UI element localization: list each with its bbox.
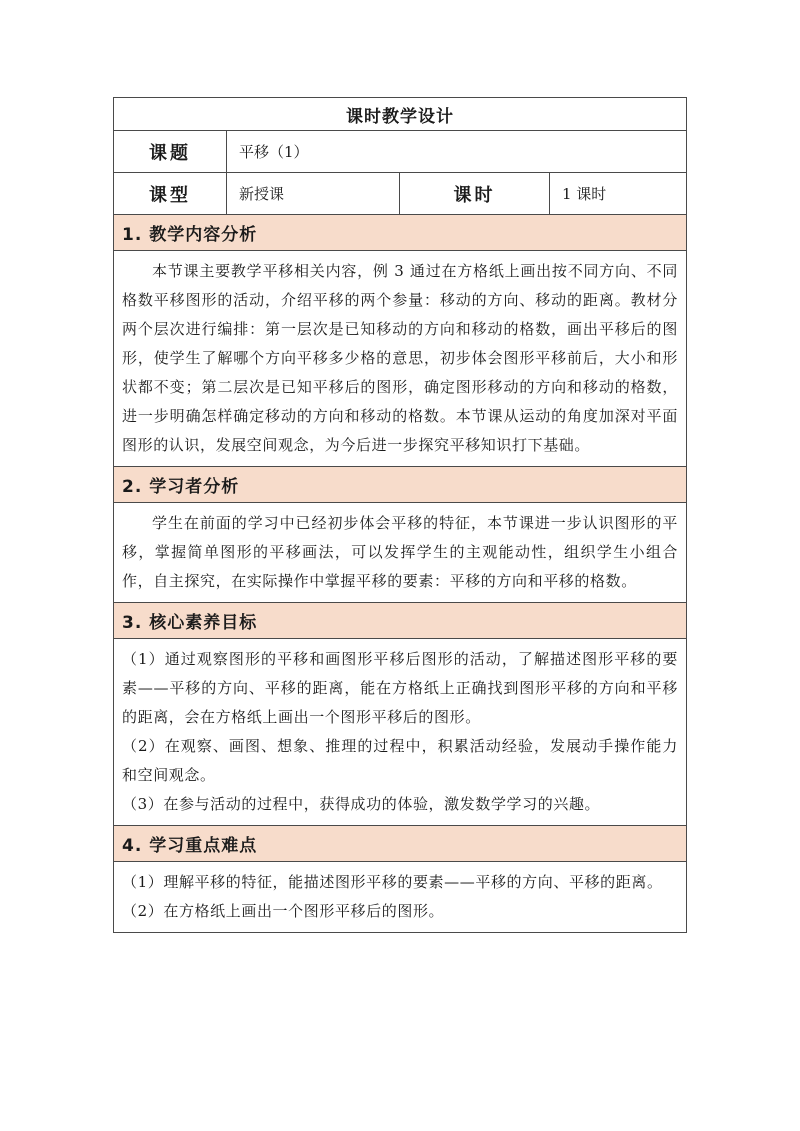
lesson-design-table (113, 97, 687, 933)
section-body-learner-analysis (114, 503, 686, 603)
difficulty-item: （1）理解平移的特征，能描述图形平移的要素——平移的方向、平移的距离。 (122, 873, 663, 891)
topic-label: 课题 (114, 131, 227, 172)
topic-row (114, 131, 686, 173)
hours-value: 1 课时 (562, 185, 607, 203)
section-body-core-goals (114, 639, 686, 826)
type-label: 课型 (114, 173, 227, 214)
table-title: 课时教学设计 (346, 106, 454, 127)
goal-item: （1）通过观察图形的平移和画图形平移后图形的活动，了解描述图形平移的要素——平移的方向、平移的距离，能在方格纸上正确找到图形平移的方向和平移的距离，会在方格纸上画出一个图形平移后的图形。 (122, 650, 678, 726)
content-analysis-paragraph: 本节课主要教学平移相关内容，例 3 通过在方格纸上画出按不同方向、不同格数平移图形的活动，介绍平移的两个参量：移动的方向、移动的距离。教材分两个层次进行编排：第一层次是已知移动的方向和移动的格数，画出平移后的图形，使学生了解哪个方向平移多少格的意思，初步体会图形平移前后，大小和形状都不变；第二层次是已知平移后的图形，确定图形移动的方向和移动的格数，进一步明确怎样确定移动的方向和移动的格数。本节课从运动的角度加深对平面图形的认识，发展空间观念，为今后进一步探究平移知识打下基础。 (122, 262, 678, 454)
goal-item: （3）在参与活动的过程中，获得成功的体验，激发数学学习的兴趣。 (122, 795, 601, 813)
section-body-key-difficulties (114, 862, 686, 932)
section-heading-core-goals: 3. 核心素养目标 (114, 603, 686, 639)
section-heading-key-difficulties: 4. 学习重点难点 (114, 826, 686, 862)
learner-analysis-paragraph: 学生在前面的学习中已经初步体会平移的特征，本节课进一步认识图形的平移，掌握简单图形的平移画法，可以发挥学生的主观能动性，组织学生小组合作，自主探究，在实际操作中掌握平移的要素：平移的方向和平移的格数。 (122, 514, 678, 590)
difficulty-item: （2）在方格纸上画出一个图形平移后的图形。 (122, 902, 445, 920)
section-heading-content-analysis: 1. 教学内容分析 (114, 215, 686, 251)
table-title-row (114, 98, 686, 131)
topic-value: 平移（1） (239, 143, 309, 161)
goal-item: （2）在观察、画图、想象、推理的过程中，积累活动经验，发展动手操作能力和空间观念。 (122, 737, 678, 784)
type-hours-row (114, 173, 686, 215)
hours-label: 课时 (400, 173, 550, 214)
section-heading-learner-analysis: 2. 学习者分析 (114, 467, 686, 503)
type-value: 新授课 (227, 173, 400, 214)
section-body-content-analysis (114, 251, 686, 467)
